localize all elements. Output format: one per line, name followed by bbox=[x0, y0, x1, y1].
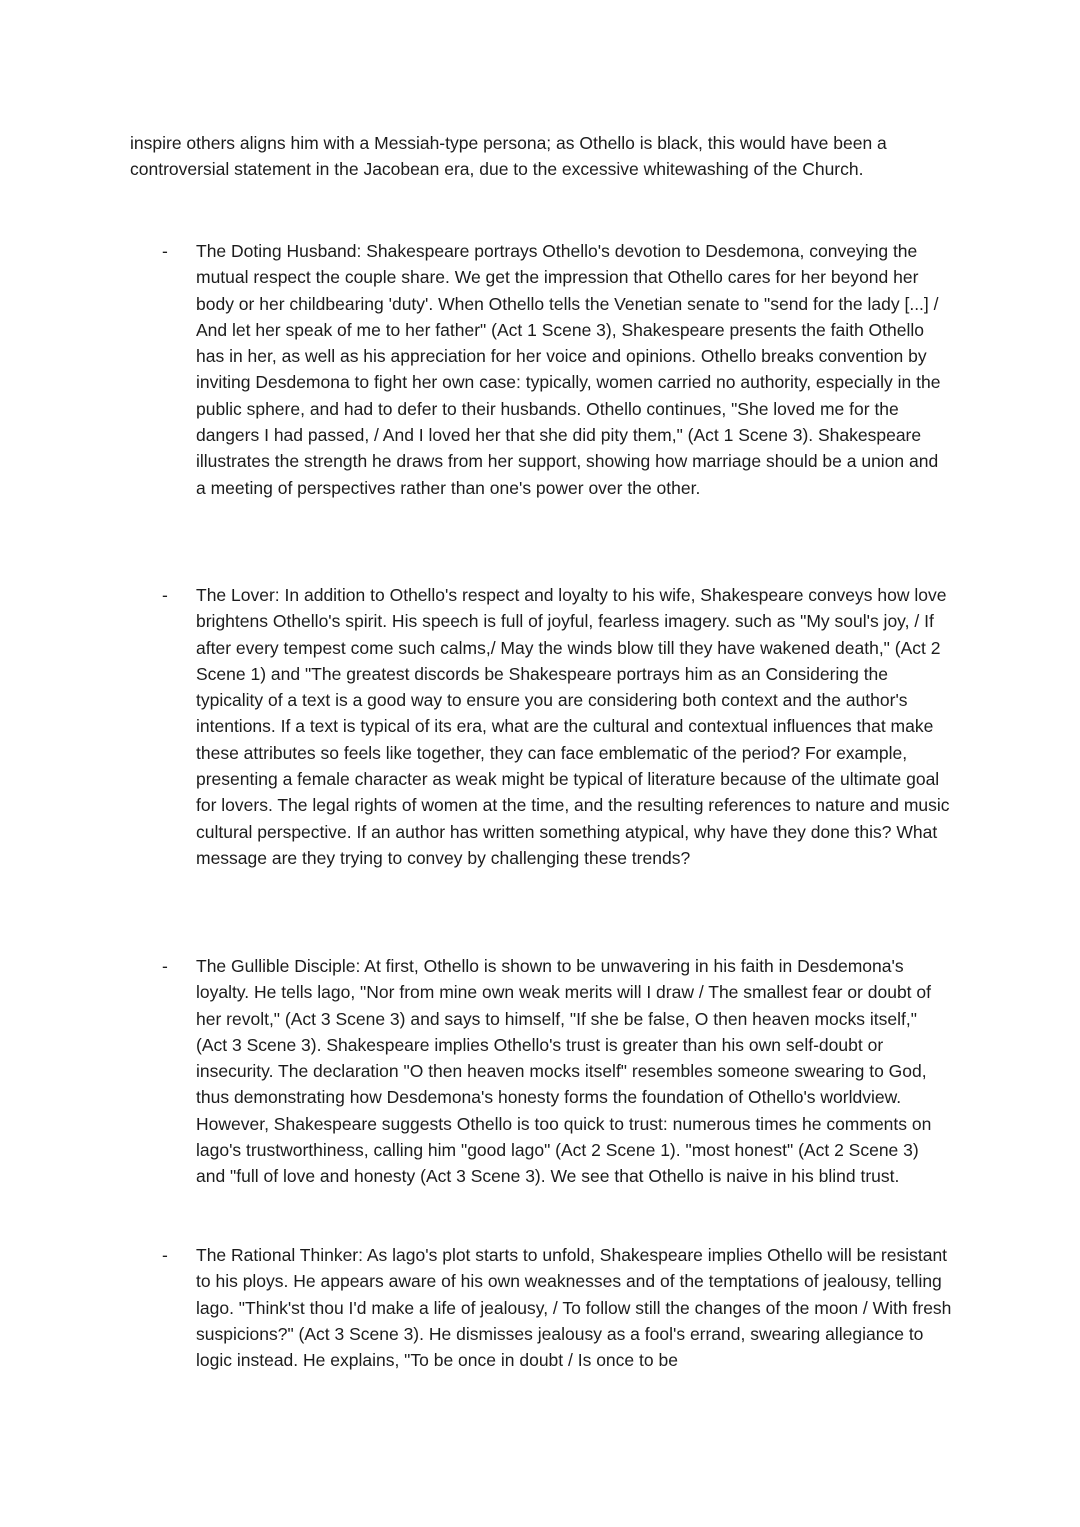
list-item-text: The Doting Husband: Shakespeare portrays Othello's devotion to Desdemona, conveying the mutual respect the couple share. We get the impression that Othello cares for her beyond her body or her childbearing 'duty'. When Othello tells the Venetian senate to "send for the lady [...] / And let her speak of me to her father" (Act 1 Scene 3), Shakespeare presents the faith Othello has in her, as well as his appreciation for her voice and opinions. Othello breaks convention by inviting Desdemona to fight her own case: typically, women carried no authority, especially in the public sphere, and had to defer to their husbands. Othello continues, "She loved me for the dangers I had passed, / And I loved her that she did pity them," (Act 1 Scene 3). Shakespeare illustrates the strength he draws from her support, showing how marriage should be a union and a meeting of perspectives rather than one's power over the other. bbox=[196, 241, 941, 498]
list-item-text: The Rational Thinker: As lago's plot starts to unfold, Shakespeare implies Othello will be resistant to his ploys. He appears aware of his own weaknesses and of the temptations of jealousy, telling lago. "Think'st thou I'd make a life of jealousy, / To follow still the changes of the moon / With fresh suspicions?" (Act 3 Scene 3). He dismisses jealousy as a fool's errand, swearing allegiance to logic instead. He explains, "To be once in doubt / Is once to be bbox=[196, 1245, 952, 1371]
list-item-text: The Lover: In addition to Othello's respect and loyalty to his wife, Shakespeare conveys how love brightens Othello's spirit. His speech is full of joyful, fearless imagery. such as "My soul's joy, / If after every tempest come such calms,/ May the winds blow till they have wakened death," (Act 2 Scene 1) and "The greatest discords be Shakespeare portrays him as an Considering the typicality of a text is a good way to ensure you are considering both context and the author's intentions. If a text is typical of its era, what are the cultural and contextual influences that make these attributes so feels like together, they can face emblematic of the period? For example, presenting a female character as weak might be typical of literature because of the ultimate goal for lovers. The legal rights of women at the time, and the resulting references to nature and music cultural perspective. If an author has written something atypical, why have they done this? What message are they trying to convey by challenging these trends? bbox=[196, 585, 950, 868]
bullet-marker: - bbox=[162, 585, 168, 605]
bullet-marker: - bbox=[162, 1245, 168, 1265]
list-item-gullible-disciple bbox=[130, 953, 960, 1190]
bullet-marker: - bbox=[162, 956, 168, 976]
list-item-text: The Gullible Disciple: At first, Othello is shown to be unwavering in his faith in Desdemona's loyalty. He tells lago, "Nor from mine own weak merits will I draw / The smallest fear or doubt of her revolt," (Act 3 Scene 3) and says to himself, "If she be false, O then heaven mocks itself," (Act 3 Scene 3). Shakespeare implies Othello's trust is greater than his own self-doubt or insecurity. The declaration "O then heaven mocks itself" resembles someone swearing to God, thus demonstrating how Desdemona's honesty forms the foundation of Othello's worldview. However, Shakespeare suggests Othello is too quick to trust: numerous times he comments on lago's trustworthiness, calling him "good lago" (Act 2 Scene 1). "most honest" (Act 2 Scene 3) and "full of love and honesty (Act 3 Scene 3). We see that Othello is naive in his blind trust. bbox=[196, 956, 932, 1187]
bullet-marker: - bbox=[162, 241, 168, 261]
list-item-lover bbox=[130, 582, 960, 871]
list-item-rational-thinker bbox=[130, 1242, 960, 1373]
list-item-doting-husband bbox=[130, 238, 960, 501]
intro-paragraph: inspire others aligns him with a Messiah-type persona; as Othello is black, this would have been a controversial statement in the Jacobean era, due to the excessive whitewashing of the Church. bbox=[130, 133, 887, 180]
